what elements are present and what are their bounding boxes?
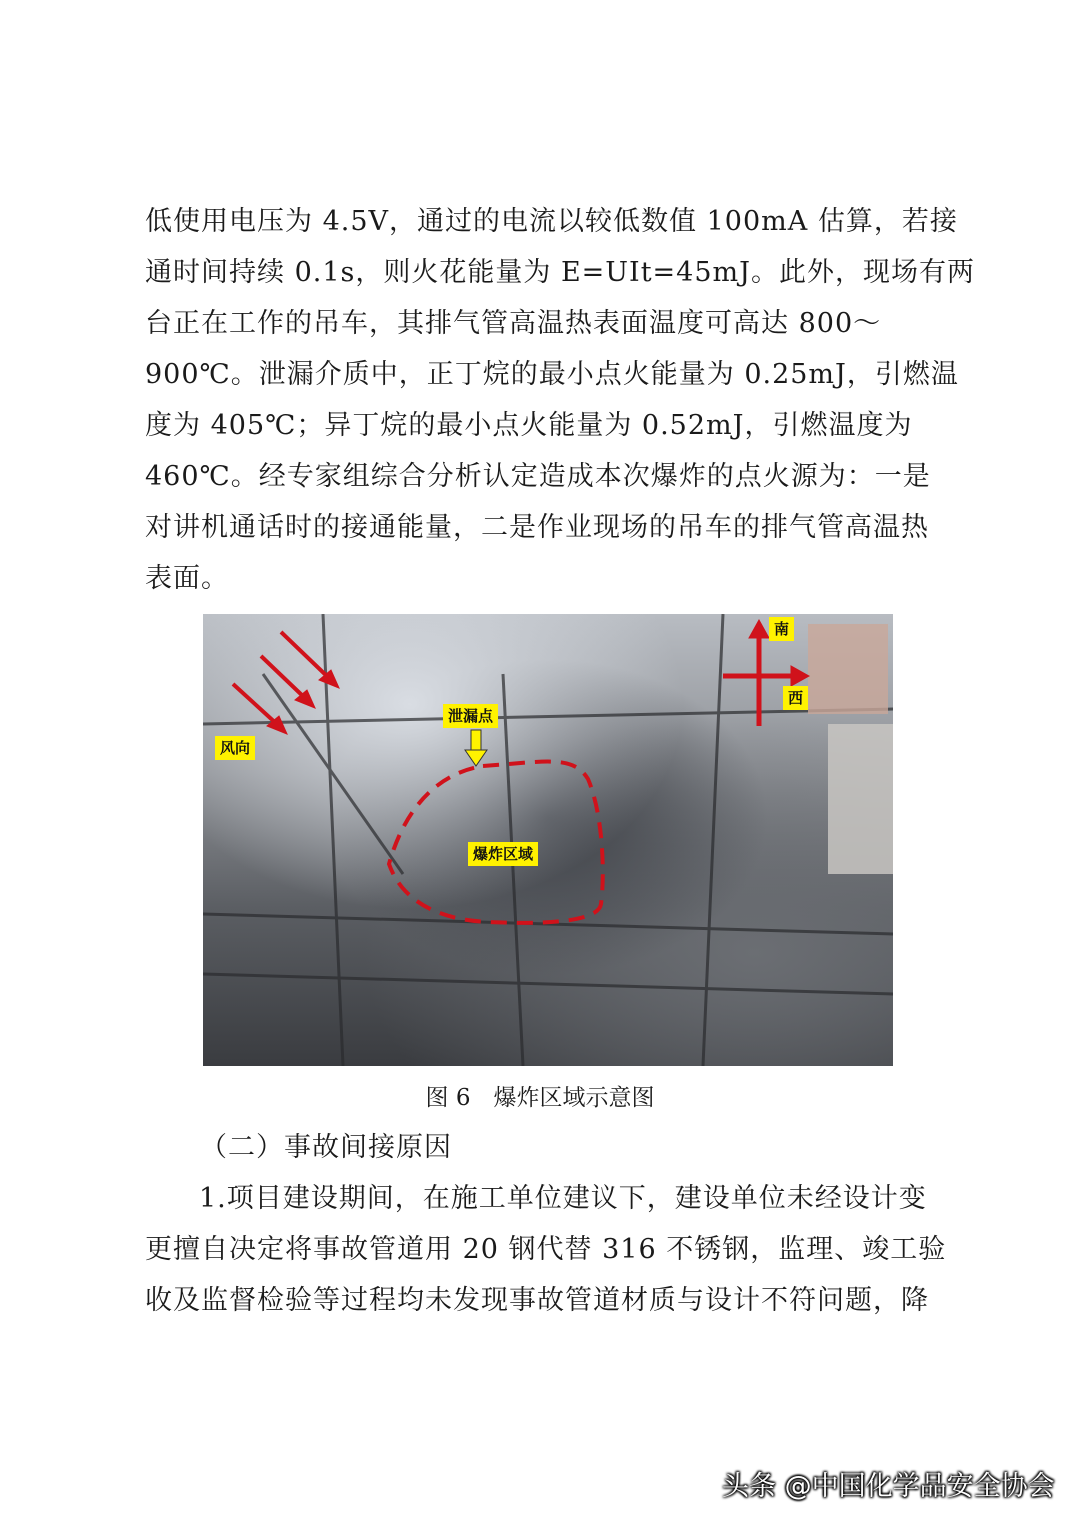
wind-direction-label: 风向 — [215, 736, 255, 760]
section-heading: （二）事故间接原因 — [200, 1132, 452, 1163]
south-label: 南 — [769, 617, 794, 641]
building-roof — [808, 624, 888, 714]
body-paragraph-ignition — [145, 196, 975, 604]
text-line: 460℃。经专家组综合分析认定造成本次爆炸的点火源为：一是 — [145, 461, 931, 492]
building-side — [828, 724, 893, 874]
text-line: 对讲机通话时的接通能量，二是作业现场的吊车的排气管高温热 — [145, 512, 929, 543]
text-line: 900℃。泄漏介质中，正丁烷的最小点火能量为 0.25mJ，引燃温 — [145, 359, 959, 390]
wreckage-texture — [203, 614, 893, 1066]
body-paragraph-indirect-cause — [145, 1173, 945, 1326]
source-watermark: 头条 @中国化学品安全协会 — [722, 1471, 1055, 1502]
text-line: 度为 405℃；异丁烷的最小点火能量为 0.52mJ，引燃温度为 — [145, 410, 913, 441]
text-line: 通时间持续 0.1s，则火花能量为 E=UIt=45mJ。此外，现场有两 — [145, 257, 975, 288]
text-line: 1.项目建设期间，在施工单位建议下，建设单位未经设计变 — [199, 1183, 927, 1214]
figure-caption: 图 6 爆炸区域示意图 — [425, 1085, 655, 1111]
leak-point-label: 泄漏点 — [443, 704, 498, 728]
text-line: 表面。 — [145, 563, 229, 594]
text-line: 低使用电压为 4.5V，通过的电流以较低数值 100mA 估算，若接 — [145, 206, 958, 237]
west-label: 西 — [783, 686, 808, 710]
text-line: 更擅自决定将事故管道用 20 钢代替 316 不锈钢，监理、竣工验 — [145, 1234, 947, 1265]
explosion-zone-label: 爆炸区域 — [468, 842, 538, 866]
text-line: 台正在工作的吊车，其排气管高温热表面温度可高达 800～ — [145, 308, 882, 339]
explosion-area-photo — [203, 614, 893, 1066]
photo-annotations — [203, 614, 893, 1066]
text-line: 收及监督检验等过程均未发现事故管道材质与设计不符问题，降 — [145, 1285, 929, 1316]
leak-point-arrow — [465, 730, 487, 766]
